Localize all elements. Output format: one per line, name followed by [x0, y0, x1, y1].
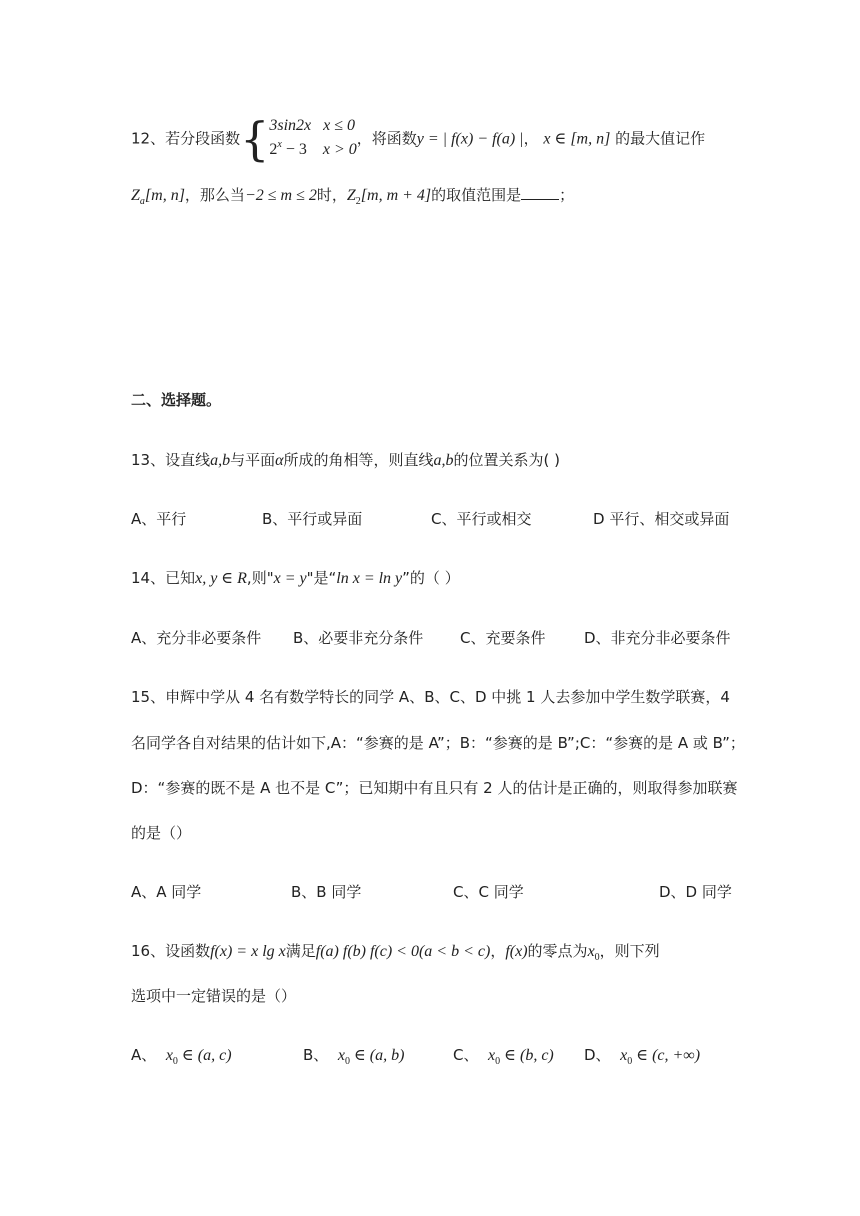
q16-number: 16、设函数 [131, 942, 211, 960]
option-interval: ∈ (a, c) [177, 1047, 232, 1064]
option-var: x [165, 1047, 173, 1064]
q15-line1: 15、申辉中学从 4 名有数学特长的同学 A、B、C、D 中挑 1 人去参加中学生数学联赛，4 [131, 688, 730, 706]
q15-option-b[interactable]: B、B 同学 [291, 883, 362, 901]
q14-option-b[interactable]: B、必要非充分条件 [293, 629, 424, 647]
option-interval: ∈ (b, c) [500, 1047, 554, 1064]
q16-option-d[interactable] [584, 1044, 700, 1065]
option-interval: ∈ (c, +∞) [632, 1047, 701, 1064]
q13-option-b[interactable]: B、平行或异面 [262, 510, 363, 528]
answer-blank [521, 185, 559, 200]
z2-sub: 2 [355, 196, 361, 207]
q16-fx: f(x) [505, 943, 528, 960]
q13-text-b: 所成的角相等，则直线 [283, 451, 434, 469]
q15-line3: D：“参赛的既不是 A 也不是 C”；已知期中有且只有 2 人的估计是正确的，则取得参加联赛 [131, 779, 738, 797]
q16-option-b[interactable] [303, 1044, 404, 1065]
q14-text-c: ”的（ ） [402, 569, 460, 587]
q12-number: 12、若分段函数 [131, 129, 241, 148]
q14-vars: x, y ∈ R [195, 570, 247, 587]
q13-stem [131, 449, 560, 472]
q15-option-a[interactable]: A、A 同学 [131, 883, 202, 901]
option-label: B、 [303, 1046, 329, 1064]
q16-text-b: ， [490, 942, 506, 960]
q15-option-c[interactable]: C、C 同学 [453, 883, 524, 901]
q14-option-a[interactable]: A、充分非必要条件 [131, 629, 262, 647]
option-interval: ∈ (a, b) [349, 1047, 405, 1064]
z-sub: a [139, 196, 145, 207]
q16-cond: f(a) f(b) f(c) < 0(a < b < c) [315, 943, 491, 960]
q16-text-c: 的零点为 [527, 942, 588, 960]
q15-line2: 名同学各自对结果的估计如下,A：“参赛的是 A”；B：“参赛的是 B”;C：“参赛的是 A 或 B”； [131, 734, 745, 752]
q15-option-d[interactable]: D、D 同学 [659, 883, 732, 901]
z-name: Z [131, 187, 140, 204]
option-sub: 0 [495, 1056, 501, 1067]
q16-option-c[interactable] [453, 1044, 554, 1065]
q16-x0: x [587, 943, 595, 960]
z2-arg: [m, m + 4] [360, 187, 432, 204]
option-var: x [620, 1047, 628, 1064]
q16-option-a[interactable] [131, 1044, 232, 1065]
z2-name: Z [346, 187, 356, 204]
q12-text-c: 的最大值记作 [615, 129, 706, 148]
q16-x0-sub: 0 [594, 952, 600, 963]
q12-text-g: ； [559, 186, 575, 204]
q13-ab2: a,b [433, 452, 454, 469]
q16-line1 [131, 940, 660, 965]
q14-eq2: ln x = ln y [336, 570, 403, 587]
q14-eq1: x = y [273, 570, 307, 587]
option-var: x [337, 1047, 345, 1064]
q13-option-a[interactable]: A、平行 [131, 510, 187, 528]
q13-option-c[interactable]: C、平行或相交 [431, 510, 532, 528]
q14-number: 14、已知 [131, 569, 196, 587]
option-sub: 0 [344, 1056, 350, 1067]
q13-option-d[interactable]: D 平行、相交或异面 [593, 510, 730, 528]
q14-option-c[interactable]: C、充要条件 [460, 629, 546, 647]
q16-text-d: ，则下列 [599, 942, 660, 960]
q12-cond: −2 ≤ m ≤ 2 [244, 187, 317, 204]
q14-text-b: "是“ [306, 569, 337, 587]
option-sub: 0 [627, 1056, 633, 1067]
q16-text-a: 满足 [285, 942, 316, 960]
piece2-base: 2 [269, 141, 278, 158]
q12-text-b: ， [523, 129, 539, 148]
q12-function: y = | f(x) − f(a) | [416, 130, 524, 148]
q12-line1 [131, 114, 705, 164]
z-arg: [m, n] [144, 187, 185, 204]
q13-number: 13、设直线 [131, 451, 211, 469]
q12-text-d: ，那么当 [184, 186, 245, 204]
option-sub: 0 [172, 1056, 178, 1067]
q14-option-d[interactable]: D、非充分非必要条件 [584, 629, 731, 647]
q16-line2: 选项中一定错误的是（） [131, 987, 297, 1005]
piece1-expr: 3sin2x [269, 117, 312, 134]
option-label: D、 [584, 1046, 611, 1064]
piece2-exp: x [277, 139, 282, 150]
q12-text-e: 时， [316, 186, 347, 204]
section-title: 二、选择题。 [131, 391, 222, 409]
piece2-rest: − 3 [281, 141, 307, 158]
piecewise-function [269, 114, 356, 164]
option-label: A、 [131, 1046, 157, 1064]
q15-line4: 的是（） [131, 824, 192, 842]
option-label: C、 [453, 1046, 479, 1064]
piece2-cond: x > 0 [322, 141, 357, 158]
q16-func: f(x) = x lg x [210, 943, 286, 960]
q14-stem [131, 567, 460, 590]
q12-domain: x ∈ [m, n] [543, 130, 611, 148]
option-var: x [488, 1047, 496, 1064]
piecewise-brace: { [240, 112, 270, 166]
q12-line2 [131, 184, 574, 209]
piece1-cond: x ≤ 0 [323, 117, 356, 134]
q13-text-a: 与平面 [230, 451, 276, 469]
q13-text-c: 的位置关系为( ) [453, 451, 561, 469]
q14-text-a: ,则" [246, 569, 274, 587]
q13-ab: a,b [210, 452, 231, 469]
q12-text-f: 的取值范围是 [431, 186, 522, 204]
q13-alpha: α [275, 452, 284, 469]
q12-text-a: ，将函数 [356, 129, 417, 148]
